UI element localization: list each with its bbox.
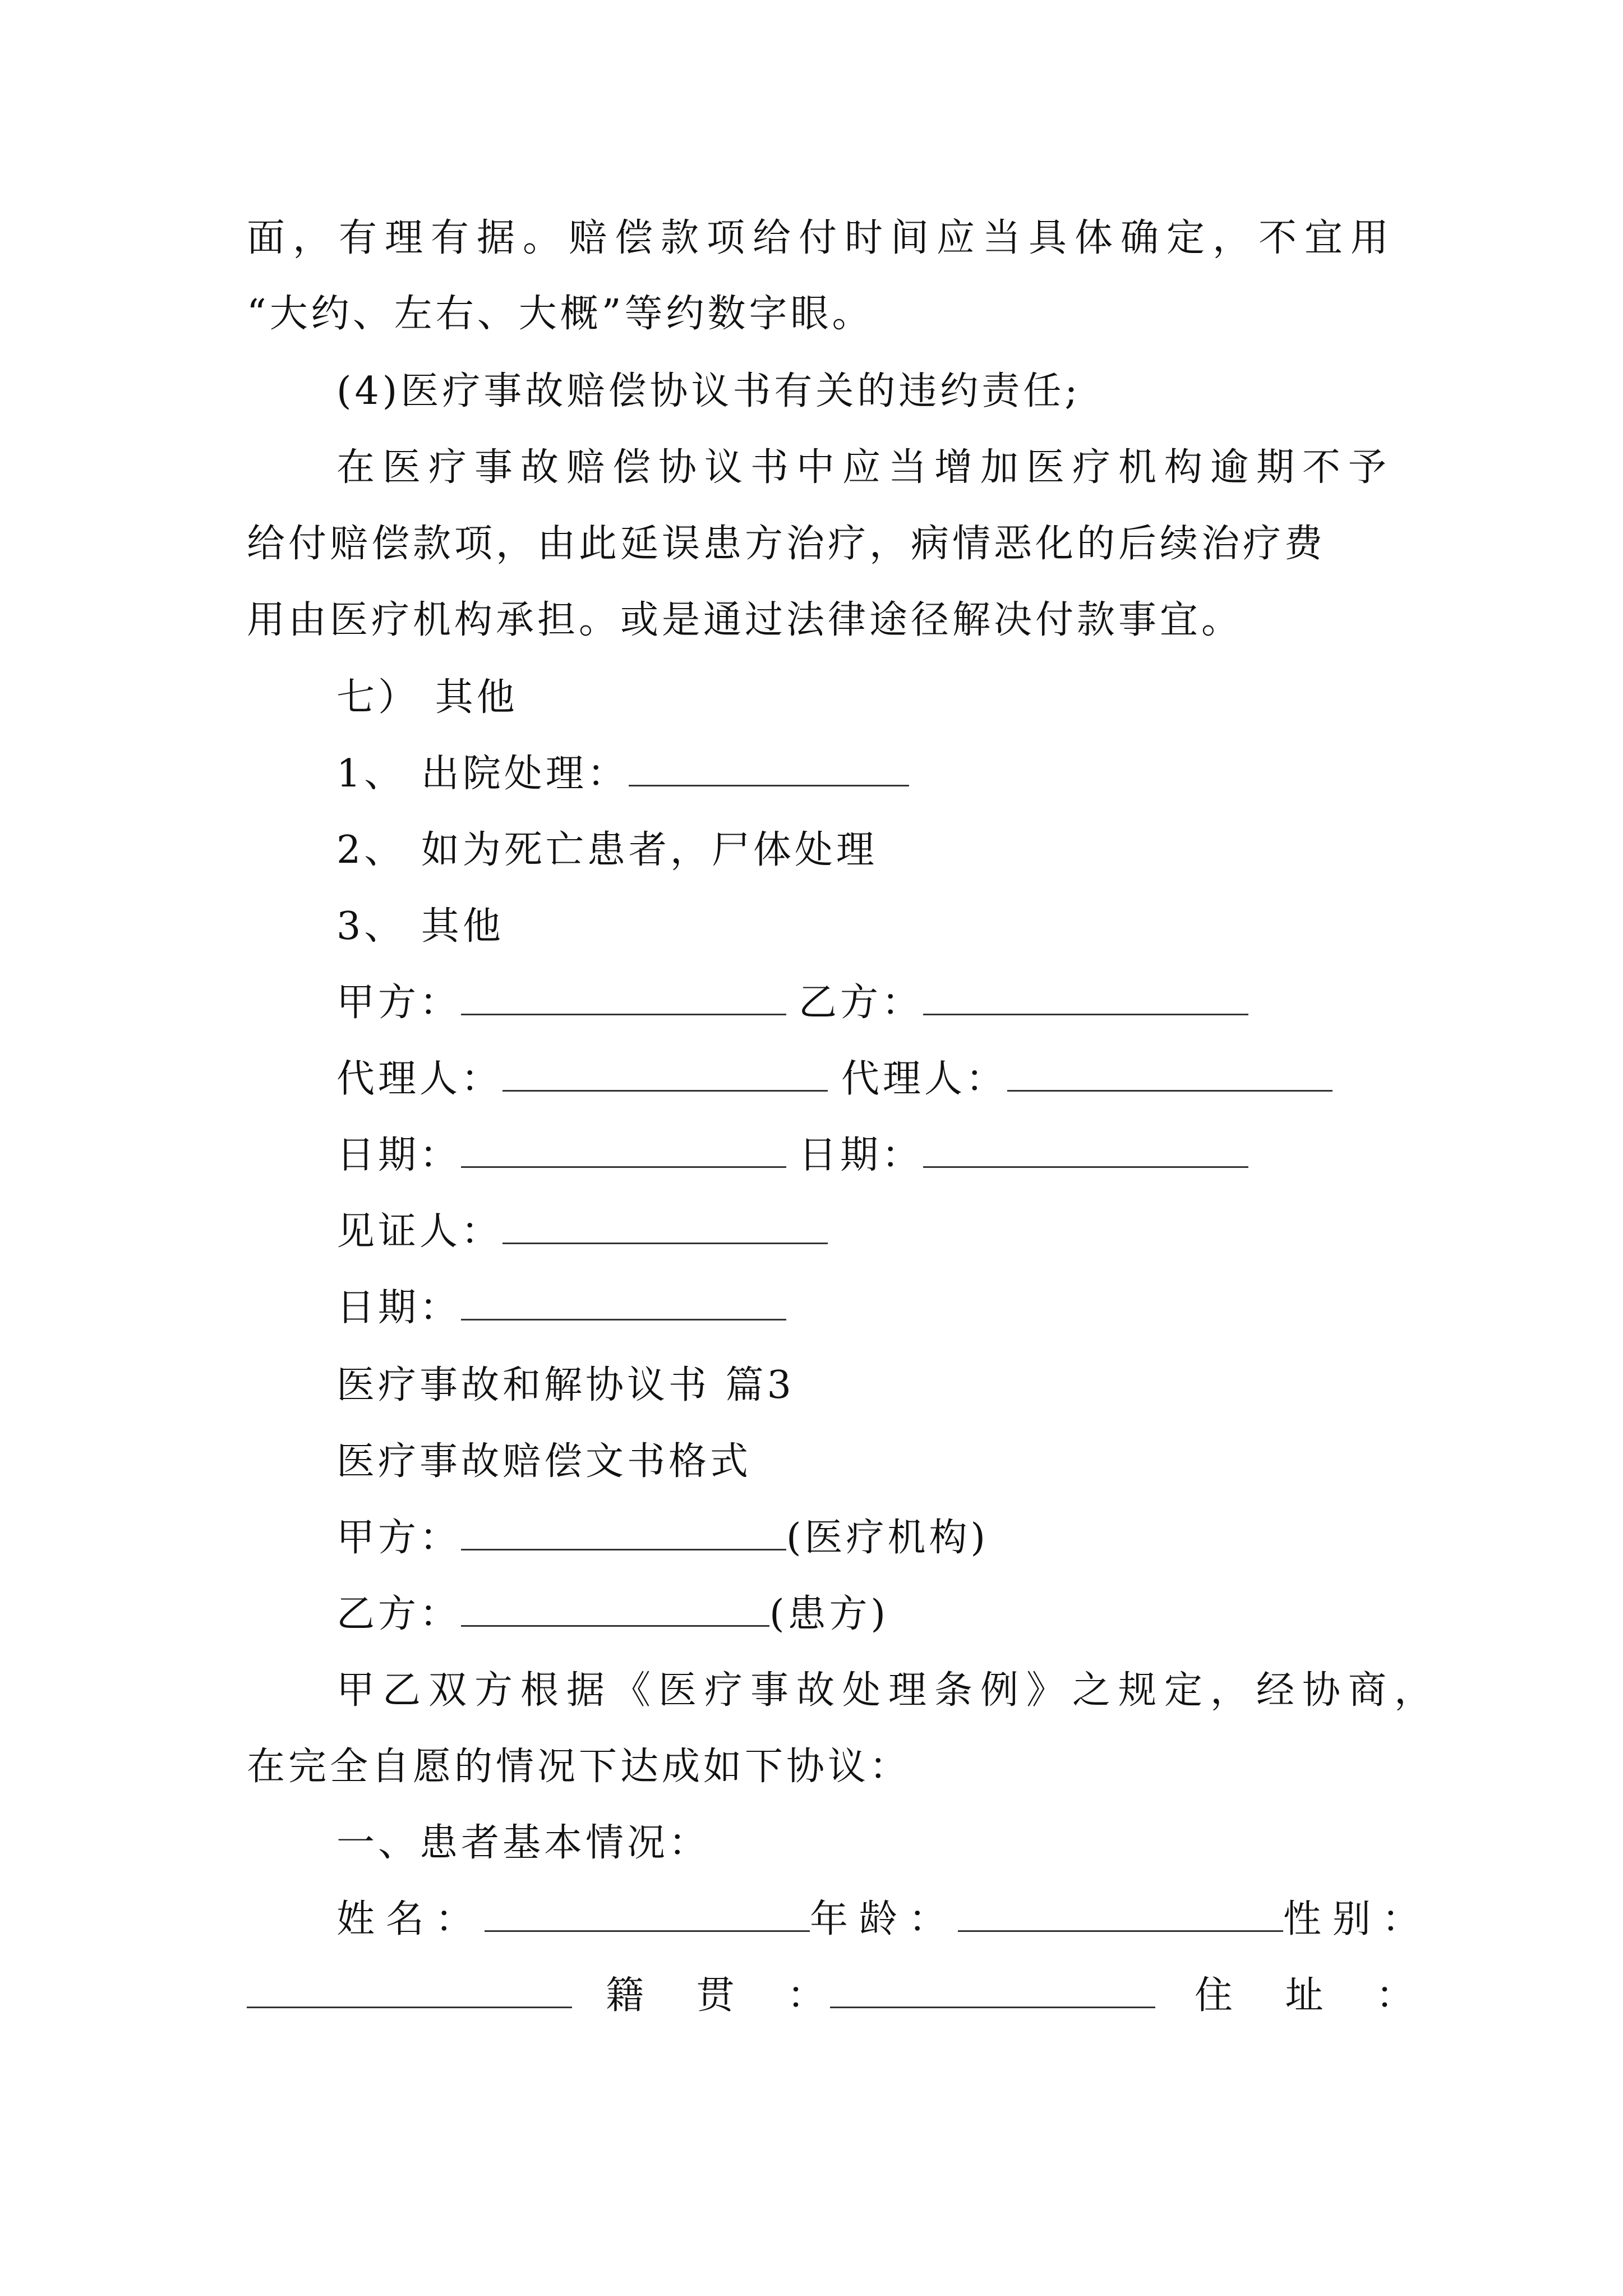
witness-blank: [502, 1208, 828, 1244]
witness-signature: [336, 1204, 828, 1260]
native-place-blank: [830, 1972, 1155, 2008]
name-label: 姓名：: [336, 1897, 485, 1941]
section-heading: 七） 其他: [336, 675, 518, 720]
paragraph-line: 用由医疗机构承担。或是通过法律途径解决付款事宜。: [247, 598, 1243, 642]
patient-info-heading: 一、患者基本情况：: [336, 1821, 711, 1865]
format-party-a-blank: [461, 1514, 786, 1550]
paragraph-line: “大约、左右、大概”等约数字眼。: [247, 292, 874, 336]
article-title: 医疗事故和解协议书 篇3: [336, 1363, 795, 1407]
gender-label: 性别：: [1283, 1897, 1432, 1941]
party-b-signature: [799, 975, 1248, 1031]
format-party-b-suffix: (患方): [769, 1592, 889, 1636]
discharge-blank: [629, 750, 909, 786]
witness-date-blank: [461, 1284, 786, 1320]
body-item: 2、 如为死亡患者，尸体处理: [336, 828, 878, 872]
date-a-blank: [461, 1131, 786, 1168]
party-a-blank: [461, 979, 786, 1015]
discharge-item: [336, 746, 909, 802]
format-party-a-suffix: (医疗机构): [786, 1516, 989, 1560]
native-place-label: 籍 贯 ：: [606, 1973, 846, 2018]
format-party-b-label: 乙方：: [336, 1592, 462, 1636]
agent-a-blank: [502, 1055, 828, 1092]
agent-b-blank: [1007, 1055, 1332, 1092]
paragraph-line: 面，有理有据。赔偿款项给付时间应当具体确定，不宜用: [247, 216, 1397, 260]
witness-date: [336, 1280, 786, 1336]
patient-name-row: [336, 1892, 1431, 1948]
witness-date-label: 日期：: [336, 1286, 462, 1330]
format-party-a: [336, 1510, 989, 1566]
date-b-label: 日期：: [799, 1133, 924, 1177]
date-a-signature: [336, 1128, 786, 1184]
native-place-field: [830, 1968, 1155, 2024]
paragraph-line: 给付赔偿款项，由此延误患方治疗，病情恶化的后续治疗费: [247, 522, 1326, 566]
date-a-label: 日期：: [336, 1133, 462, 1177]
paragraph-line: 甲乙双方根据《医疗事故处理条例》之规定，经协商，: [336, 1668, 1441, 1713]
party-b-label: 乙方：: [799, 981, 924, 1025]
patient-origin-row: [247, 1968, 572, 2024]
gender-blank: [247, 1972, 572, 2008]
date-b-blank: [923, 1131, 1248, 1168]
witness-label: 见证人：: [336, 1209, 503, 1254]
age-blank: [958, 1895, 1283, 1932]
name-blank: [485, 1895, 810, 1932]
party-b-blank: [923, 979, 1248, 1015]
other-item: 3、 其他: [336, 904, 504, 949]
item-heading: (4)医疗事故赔偿协议书有关的违约责任;: [336, 369, 1081, 413]
paragraph-line: 在完全自愿的情况下达成如下协议：: [247, 1745, 911, 1789]
discharge-label: 1、 出院处理：: [336, 752, 629, 796]
date-b-signature: [799, 1128, 1248, 1184]
party-a-label: 甲方：: [336, 981, 462, 1025]
agent-b-signature: [841, 1051, 1332, 1107]
format-party-a-label: 甲方：: [336, 1516, 462, 1560]
agent-a-label: 代理人：: [336, 1057, 503, 1101]
address-label: 住 址 ：: [1195, 1973, 1435, 2018]
format-party-b: [336, 1586, 889, 1642]
format-party-b-blank: [461, 1590, 769, 1627]
party-a-signature: [336, 975, 786, 1031]
agent-b-label: 代理人：: [841, 1057, 1008, 1101]
paragraph-line: 在医疗事故赔偿协议书中应当增加医疗机构逾期不予: [336, 445, 1395, 490]
format-title: 医疗事故赔偿文书格式: [336, 1439, 752, 1484]
agent-a-signature: [336, 1051, 828, 1107]
age-label: 年龄：: [810, 1897, 958, 1941]
